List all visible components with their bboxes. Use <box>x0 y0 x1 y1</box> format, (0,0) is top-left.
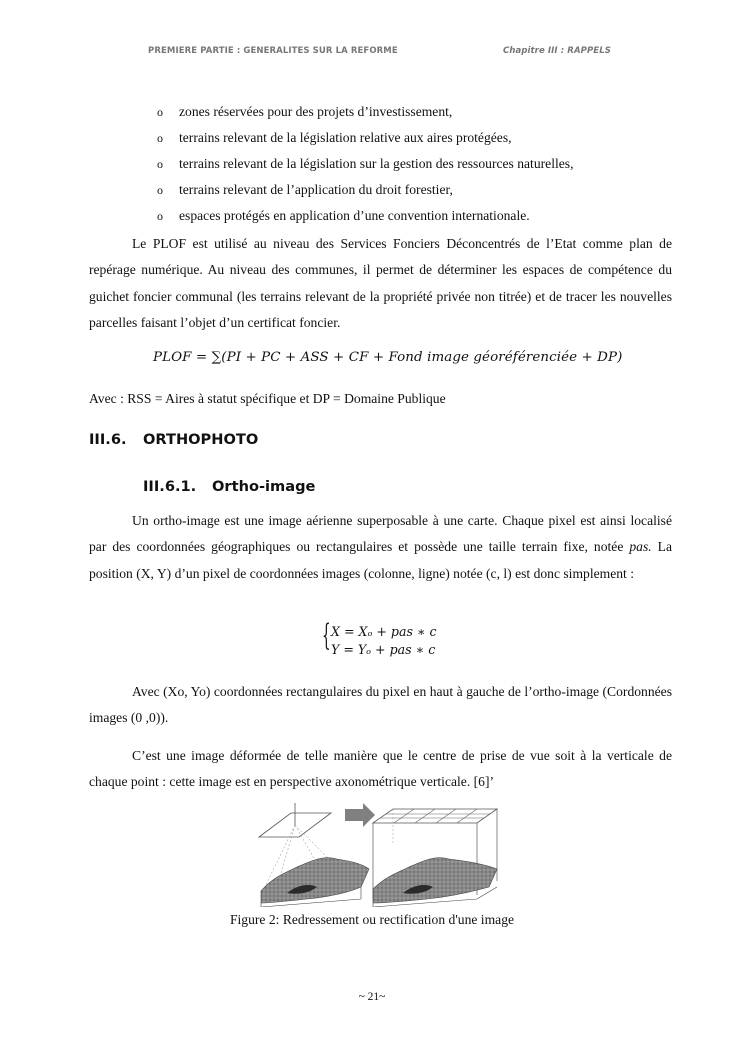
orthogonal-illustration <box>373 809 497 907</box>
bullet-marker: o <box>157 209 163 223</box>
paragraph-plof: Le PLOF est utilisé au niveau des Services Fonciers Déconcentrés de l’Etat comme plan de repérage numérique. Au niveau des communes, il permet de déterminer les espaces de compétence du guichet foncier communal (les terrains relevant de la propriété privée non titrée) et de tracer les nouvelles parcelles faisant l’objet d’un certificat foncier. <box>89 236 672 330</box>
page-number: ~ 21~ <box>358 991 386 1003</box>
arrow-right-icon <box>345 803 375 827</box>
paragraph-ortho-image: Un ortho-image est une image aérienne superposable à une carte. Chaque pixel est ainsi localisé par des coordonnées géographiques ou rectangulaires et possède une taille terrain fixe, notée pas. La position (X, Y) d’un pixel de coordonnées images (colonne, ligne) notée (c, l) est donc simplement : <box>89 513 672 581</box>
running-header-chapter: Chapitre III : RAPPELS <box>503 46 611 56</box>
paragraph-deformation: C’est une image déformée de telle manière que le centre de prise de vue soit à la verticale de chaque point : cette image est en perspective axonométrique verticale. [6]’ <box>89 748 672 790</box>
formula-legend: Avec : RSS = Aires à statut spécifique et DP = Domaine Publique <box>89 391 446 406</box>
bullet-marker: o <box>157 131 163 145</box>
bullet-marker: o <box>157 157 163 171</box>
rectification-figure <box>257 803 502 907</box>
list-item: o espaces protégés en application d’une convention internationale. <box>157 208 530 223</box>
bullet-marker: o <box>157 105 163 119</box>
curly-brace: { <box>322 618 331 653</box>
list-item: o terrains relevant de la législation sur la gestion des ressources naturelles, <box>157 156 574 171</box>
running-header-part: PREMIERE PARTIE : GENERALITES SUR LA REFORME <box>148 46 398 56</box>
list-item: o terrains relevant de l’application du droit forestier, <box>157 182 453 197</box>
paragraph-origin: Avec (Xo, Yo) coordonnées rectangulaires du pixel en haut à gauche de l’ortho-image (Cordonnées images (0 ,0)). <box>89 684 672 726</box>
equation-x: X = Xₒ + pas ∗ c <box>331 624 437 639</box>
list-item: o terrains relevant de la législation relative aux aires protégées, <box>157 130 512 145</box>
list-item: o zones réservées pour des projets d’investissement, <box>157 104 453 119</box>
subsection-heading: III.6.1. Ortho-image <box>143 478 316 495</box>
figure-caption: Figure 2: Redressement ou rectification d'une image <box>229 912 515 927</box>
formula-plof: PLOF = ∑(PI + PC + ASS + CF + Fond image géoréférenciée + DP) <box>153 350 623 365</box>
equation-y: Y = Yₒ + pas ∗ c <box>331 642 436 657</box>
bullet-marker: o <box>157 183 163 197</box>
section-heading: III.6. ORTHOPHOTO <box>89 431 259 448</box>
